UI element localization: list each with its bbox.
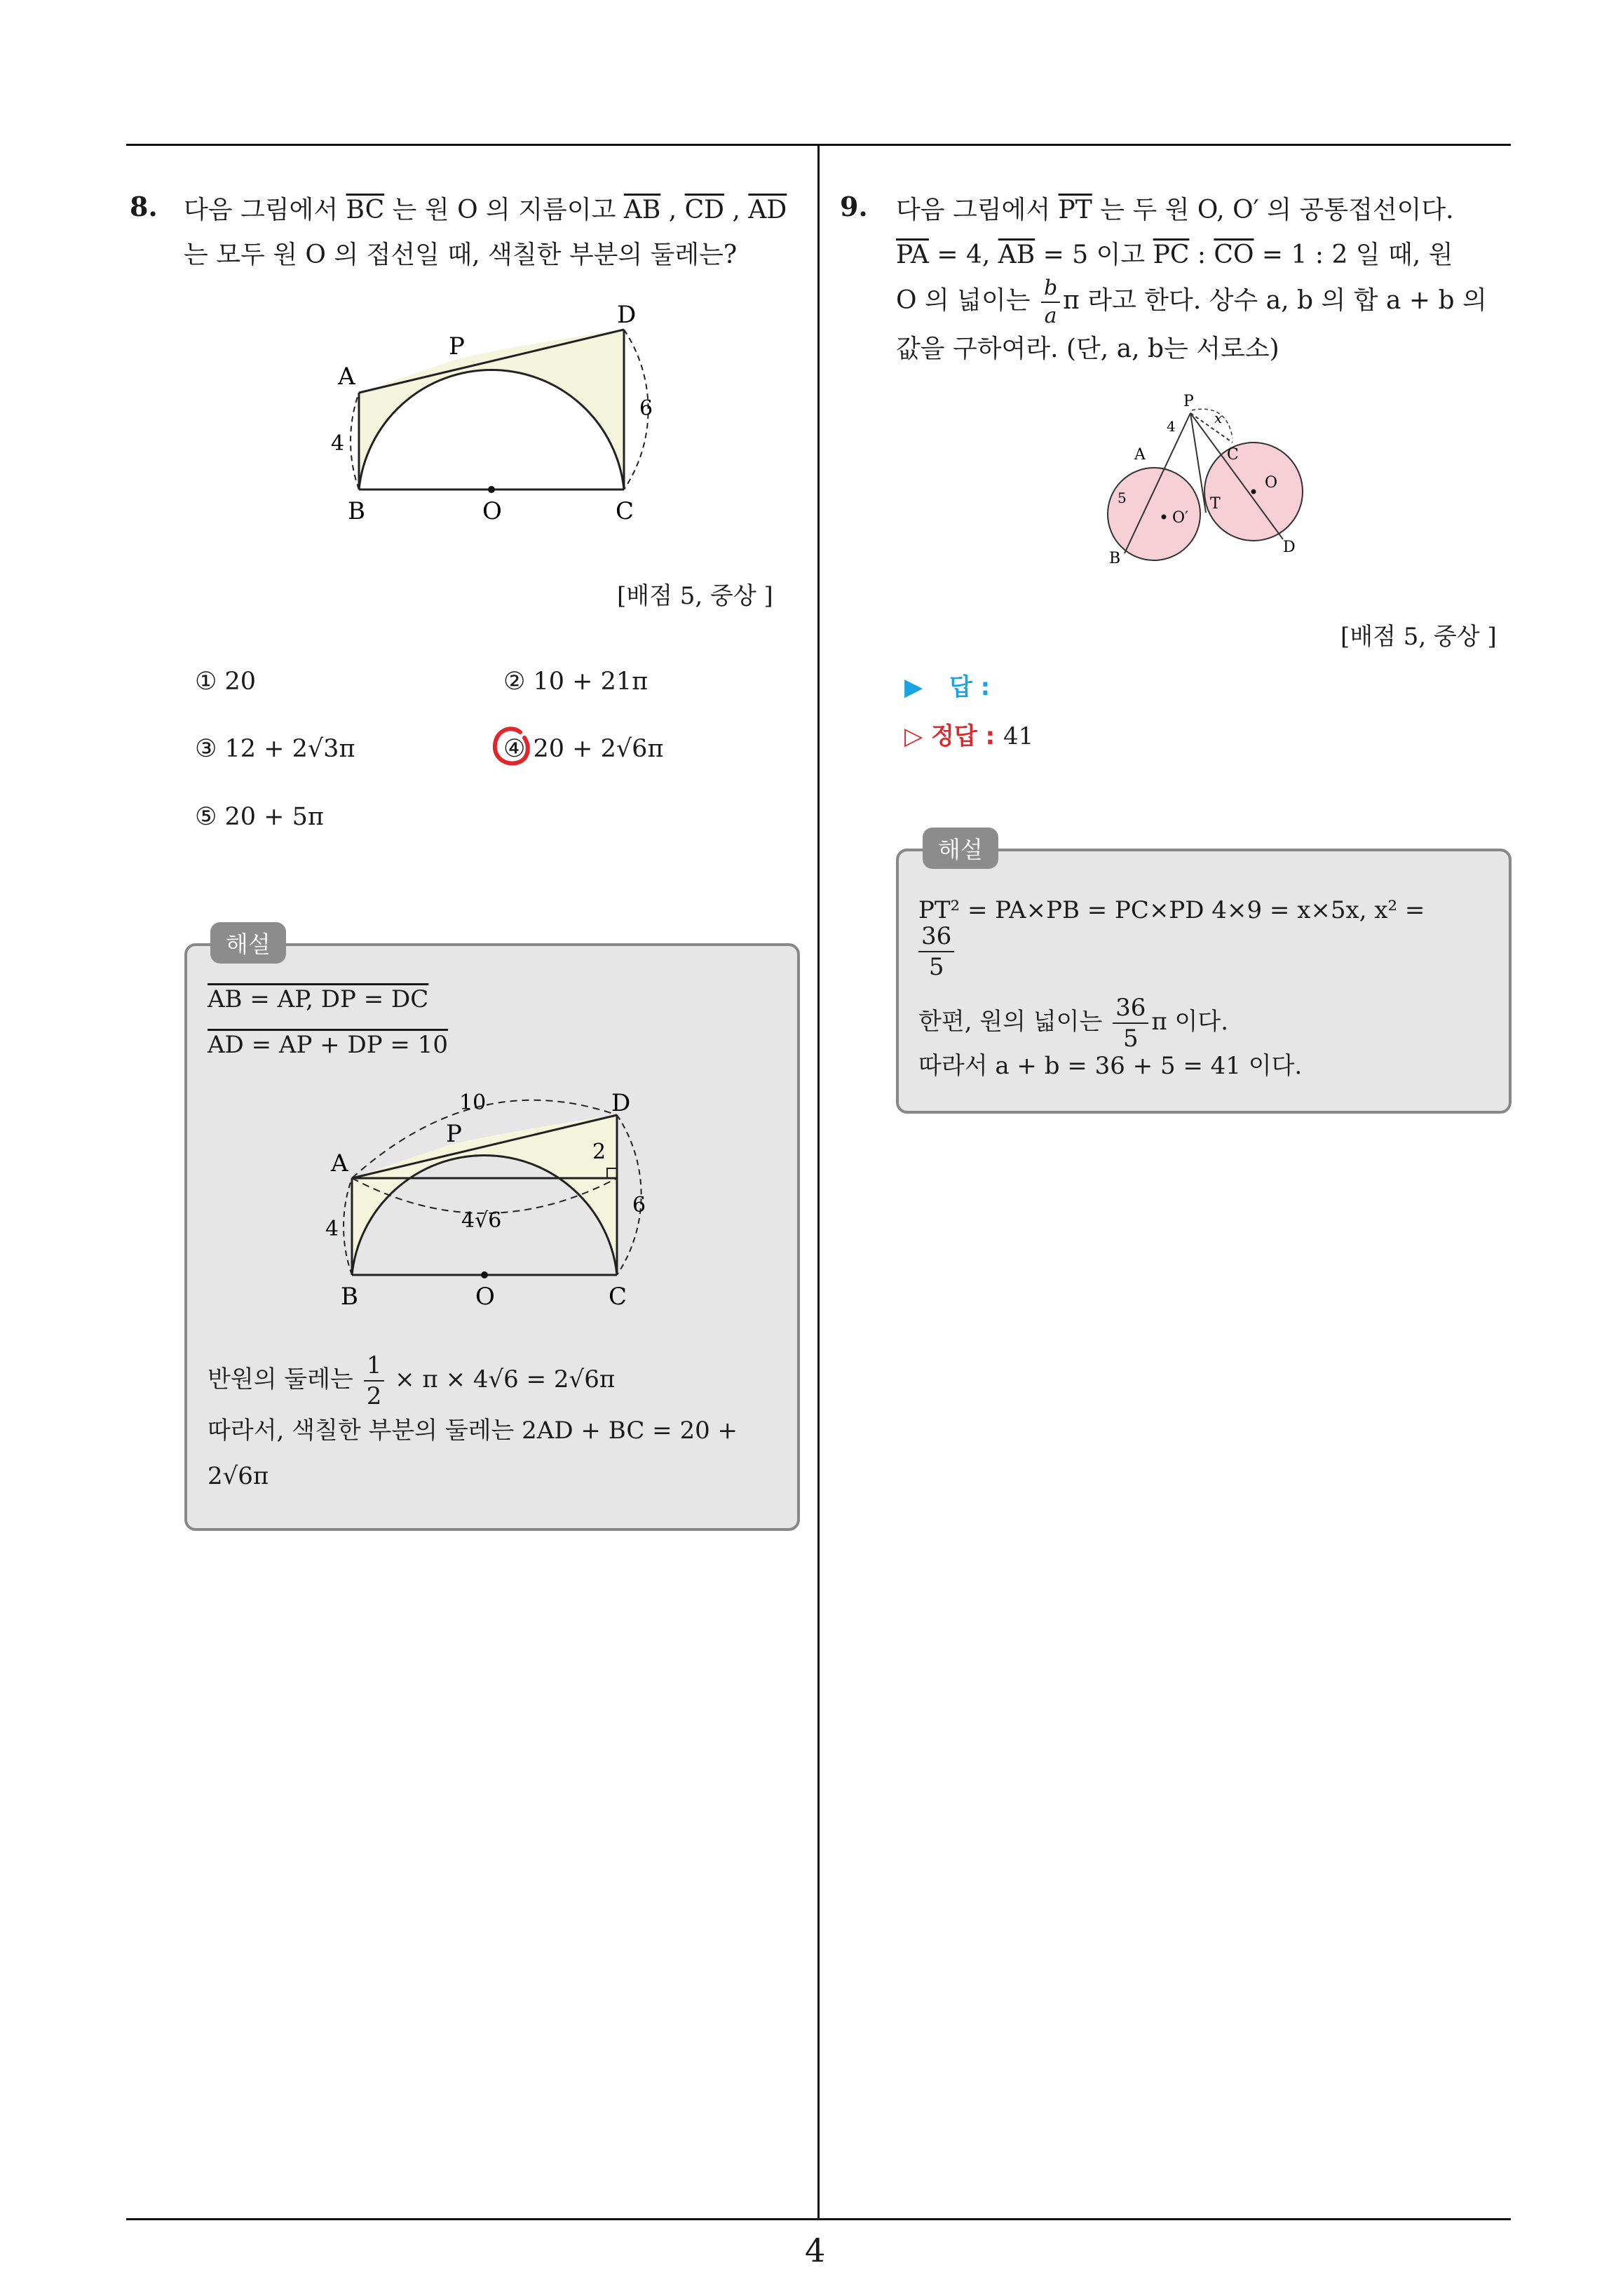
segment-bc: $\overline{BC}$: [346, 196, 385, 224]
sol-label-six: 6: [632, 1193, 646, 1217]
question-9-solution-line-3: 한편, 원의 넓이는 $\frac{36}{5}$ π 이다.: [918, 994, 1229, 1053]
question-9-line-2: $\overline{PA} = 4$, $\overline{AB} = 5$ 이고 $\overline{PC}$ : $\overline{CO} = 1$ : 2 일 때, 원: [896, 241, 1453, 269]
answer-row: [904, 668, 990, 702]
label-six: 6: [639, 396, 653, 421]
svg-text:O′: O′: [1172, 509, 1189, 527]
segment-ad: $\overline{AD}$: [748, 196, 787, 224]
answer-mark-circle-icon: [487, 722, 536, 771]
choice-1[interactable]: ① 20: [195, 668, 257, 696]
question-9-solution-line-4: 따라서 a + b = 36 + 5 = 41 이다.: [918, 1052, 1303, 1080]
question-9-line-4: 값을 구하여라. (단, a, b는 서로소): [896, 335, 1279, 363]
svg-text:C: C: [609, 1283, 627, 1311]
svg-text:O: O: [1265, 474, 1278, 492]
question-8-solution-tag: 해설: [210, 922, 286, 964]
sol-label-ten: 10: [459, 1090, 487, 1115]
sol-label-4root6: 4√6: [461, 1208, 502, 1233]
label-four: 4: [331, 431, 345, 456]
correct-value: 41: [1003, 722, 1034, 750]
label-o: O: [482, 497, 502, 525]
svg-text:A: A: [331, 1149, 348, 1177]
question-9-line-3: O 의 넓이는 $\frac{b}{a}$ π 라고 한다. 상수 a, b 의 합 a + b 의: [896, 276, 1487, 328]
question-8-score: [배점 5, 중상 ]: [617, 582, 773, 610]
question-8-number: 8.: [130, 191, 158, 222]
page-number: 4: [805, 2231, 826, 2269]
svg-text:T: T: [1210, 495, 1221, 513]
svg-text:C: C: [1227, 446, 1239, 464]
label-p: P: [449, 332, 465, 360]
question-9-figure: [1094, 389, 1318, 572]
svg-text:B: B: [341, 1283, 358, 1311]
question-8-text: [184, 188, 801, 278]
question-8-solution-figure: [315, 1080, 680, 1318]
shaded-region: [359, 330, 624, 489]
question-8-solution-line-1: AB = AP, DP = DC: [208, 985, 429, 1013]
choice-2[interactable]: ② 10 + 21π: [503, 668, 648, 696]
label-a: A: [338, 363, 355, 391]
question-8-solution-line-2: AD = AP + DP = 10: [208, 1031, 448, 1059]
question-8-solution-line-5: 2√6π: [208, 1462, 269, 1490]
question-9-solution-line-1: PT² = PA×PB = PC×PD 4×9 = x×5x, x² =: [918, 896, 1425, 924]
question-9-solution-fraction: $\frac{36}{5}$: [918, 924, 954, 979]
choice-3[interactable]: ③ 12 + 2√3π: [195, 735, 355, 763]
outline-triangle-icon: ▷: [904, 722, 923, 750]
svg-text:D: D: [611, 1089, 631, 1117]
svg-text:4: 4: [1167, 418, 1176, 435]
svg-text:D: D: [1283, 539, 1296, 556]
label-b: B: [348, 497, 365, 525]
question-9-solution-tag: 해설: [923, 828, 998, 869]
sol-label-four: 4: [325, 1217, 339, 1241]
label-d: D: [617, 301, 637, 329]
column-divider: [817, 144, 820, 2220]
svg-text:5: 5: [1118, 489, 1127, 506]
question-8-solution-line-4: 따라서, 색칠한 부분의 둘레는 2AD + BC = 20 +: [208, 1417, 738, 1445]
question-8-line-2: 는 모두 원 O 의 접선일 때, 색칠한 부분의 둘레는?: [184, 241, 738, 269]
svg-text:P: P: [446, 1120, 462, 1148]
question-9-line-1: 다음 그림에서 $\overline{PT}$ 는 두 원 O, O′ 의 공통접선이다.: [896, 196, 1454, 224]
segment-pt: $\overline{PT}$: [1058, 196, 1092, 224]
segment-ab: $\overline{AB}$: [623, 196, 661, 224]
choice-4[interactable]: ④ 20 + 2√6π: [503, 735, 664, 763]
question-9-text: [896, 188, 1513, 372]
segment-cd: $\overline{CD}$: [684, 196, 725, 224]
svg-text:P: P: [1183, 393, 1194, 410]
sol-label-two: 2: [592, 1140, 606, 1164]
svg-text:x: x: [1214, 410, 1223, 426]
correct-answer-row: [904, 717, 1033, 751]
svg-text:A: A: [1134, 446, 1146, 464]
question-8-line-1: 다음 그림에서 $\overline{BC}$ 는 원 O 의 지름이고 $\overline{AB}$ , $\overline{CD}$ , $\overline{AD}$: [184, 196, 787, 224]
center-point-o: [488, 486, 495, 493]
question-8-solution-line-3: 반원의 둘레는 $\frac{1}{2}$ × π × 4√6 = 2√6π: [208, 1351, 616, 1410]
question-9-score: [배점 5, 중상 ]: [1340, 623, 1497, 651]
label-c: C: [616, 497, 634, 525]
svg-text:B: B: [1109, 550, 1121, 567]
play-triangle-icon: ▶: [904, 673, 923, 701]
question-9-number: 9.: [840, 191, 868, 222]
svg-text:O: O: [475, 1283, 495, 1311]
answer-label: 답 :: [949, 673, 991, 701]
question-8-figure: [322, 295, 687, 533]
bottom-rule: [126, 2218, 1511, 2220]
choice-5[interactable]: ⑤ 20 + 5π: [195, 803, 324, 831]
correct-label: 정답 :: [931, 722, 996, 750]
